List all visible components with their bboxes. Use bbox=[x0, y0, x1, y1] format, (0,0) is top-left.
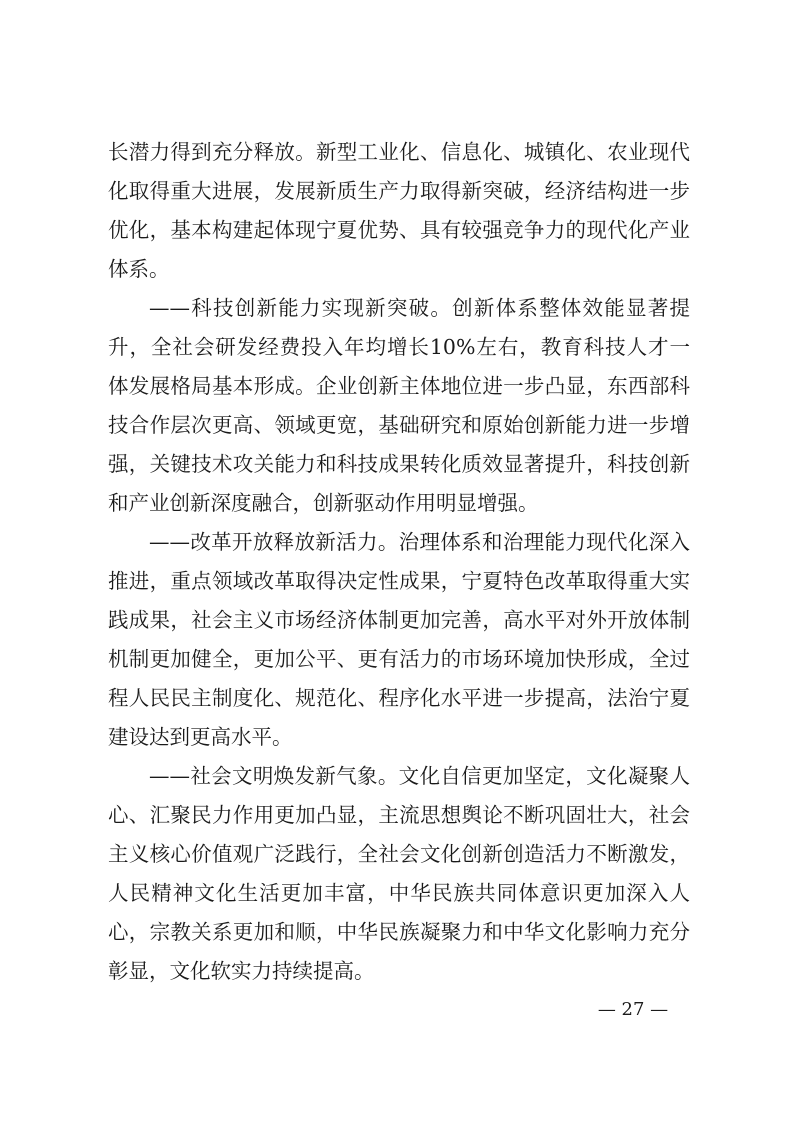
text-line: 心，宗教关系更加和顺，中华民族凝聚力和中华文化影响力充分 bbox=[108, 920, 690, 944]
text-line: 推进，重点领域改革取得决定性成果，宁夏特色改革取得重大实 bbox=[108, 569, 690, 593]
text-line: 建设达到更高水平。 bbox=[108, 725, 293, 749]
text-line: 和产业创新深度融合，创新驱动作用明显增强。 bbox=[108, 491, 539, 515]
text-line: 人民精神文化生活更加丰富，中华民族共同体意识更加深入人 bbox=[108, 881, 690, 905]
text-line: 践成果，社会主义市场经济体制更加完善，高水平对外开放体制 bbox=[108, 608, 690, 632]
section-heading-line: ——改革开放释放新活力。治理体系和治理能力现代化深入 bbox=[149, 530, 690, 554]
text-line: 优化，基本构建起体现宁夏优势、具有较强竞争力的现代化产业 bbox=[108, 218, 690, 242]
text-line: 程人民民主制度化、规范化、程序化水平进一步提高，法治宁夏 bbox=[108, 686, 690, 710]
text-line: 彰显，文化软实力持续提高。 bbox=[108, 959, 375, 983]
text-line: 升，全社会研发经费投入年均增长10%左右，教育科技人才一 bbox=[108, 335, 690, 359]
text-line: 化取得重大进展，发展新质生产力取得新突破，经济结构进一步 bbox=[108, 179, 690, 203]
text-line: 机制更加健全，更加公平、更有活力的市场环境加快形成，全过 bbox=[108, 647, 690, 671]
body-text bbox=[108, 133, 690, 991]
text-line: 技合作层次更高、领域更宽，基础研究和原始创新能力进一步增 bbox=[108, 413, 690, 437]
text-line: 长潜力得到充分释放。新型工业化、信息化、城镇化、农业现代 bbox=[108, 140, 690, 164]
text-line: 强，关键技术攻关能力和科技成果转化质效显著提升，科技创新 bbox=[108, 452, 690, 476]
text-line: 体发展格局基本形成。企业创新主体地位进一步凸显，东西部科 bbox=[108, 374, 690, 398]
page-number: — 27 — bbox=[597, 999, 669, 1020]
section-heading-line: ——社会文明焕发新气象。文化自信更加坚定，文化凝聚人 bbox=[149, 764, 690, 788]
section-heading-line: ——科技创新能力实现新突破。创新体系整体效能显著提 bbox=[149, 296, 690, 320]
text-line: 主义核心价值观广泛践行，全社会文化创新创造活力不断激发， bbox=[108, 842, 690, 866]
text-line: 体系。 bbox=[108, 257, 170, 281]
text-line: 心、汇聚民力作用更加凸显，主流思想舆论不断巩固壮大，社会 bbox=[108, 803, 690, 827]
